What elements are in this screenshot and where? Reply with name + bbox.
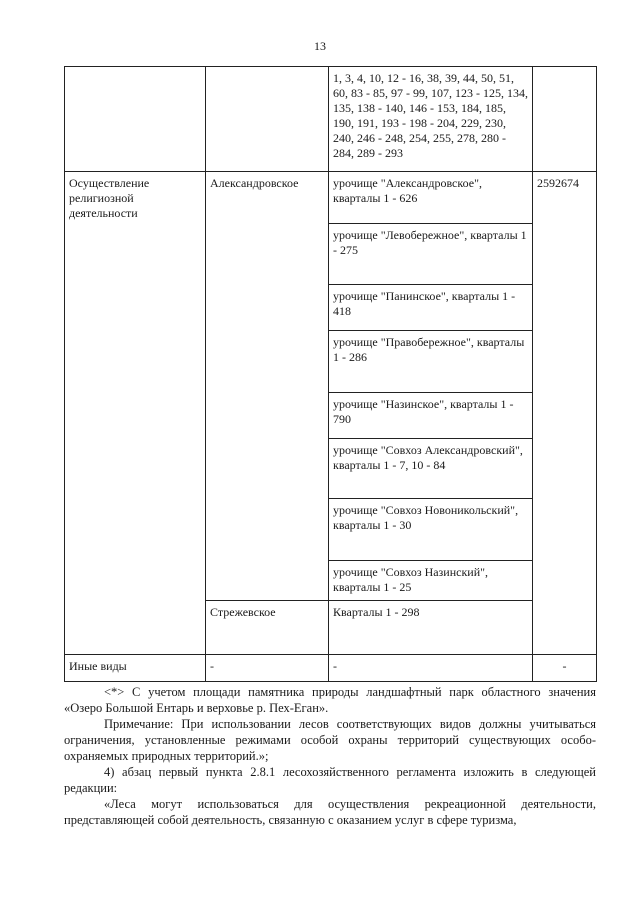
area-cell: урочище "Панинское", кварталы 1 - 418: [329, 285, 533, 331]
area-cell: урочище "Левобережное", кварталы 1 - 275: [329, 224, 533, 285]
area-cell: -: [329, 655, 533, 682]
total-area-cell: -: [533, 655, 597, 682]
area-cell: урочище "Совхоз Назинский", кварталы 1 - 25: [329, 561, 533, 601]
table-row: [65, 67, 597, 172]
forest-use-table: [64, 66, 597, 682]
table-cell: [65, 67, 206, 172]
quote-paragraph: «Леса могут использоваться для осуществления рекреационной деятельности, представляющей собой деятельность, связанную с оказанием услуг в сфере туризма,: [64, 797, 596, 827]
amendment-paragraph: 4) абзац первый пункта 2.8.1 лесохозяйственного регламента изложить в следующей редакции:: [64, 765, 596, 795]
total-area-cell: 2592674: [533, 172, 597, 655]
area-cell: урочище "Совхоз Александровский", кварталы 1 - 7, 10 - 84: [329, 439, 533, 499]
table-cell-areas: 1, 3, 4, 10, 12 - 16, 38, 39, 44, 50, 51, 60, 83 - 85, 97 - 99, 107, 123 - 125, 134, 135, 138 - 140, 146 - 153, 184, 185, 190, 191, 193 - 198 - 204, 229, 230, 240, 246 - 248, 254, 255, 278, 280 - 284, 289 - 293: [329, 67, 533, 172]
table-cell: [533, 67, 597, 172]
activity-cell: Осуществление религиозной деятельности: [65, 172, 206, 655]
area-cell: урочище "Александровское", кварталы 1 - 626: [329, 172, 533, 224]
table-row: [65, 655, 597, 682]
forestry-cell: Стрежевское: [206, 601, 329, 655]
area-cell: Кварталы 1 - 298: [329, 601, 533, 655]
area-cell: урочище "Совхоз Новоникольский", кварталы 1 - 30: [329, 499, 533, 561]
area-cell: урочище "Назинское", кварталы 1 - 790: [329, 393, 533, 439]
note-paragraph: Примечание: При использовании лесов соответствующих видов должны учитываться ограничения, установленные режимами особой охраны территорий существующих особо-охраняемых природных территорий.»;: [64, 717, 596, 763]
notes-text: [64, 684, 596, 828]
forestry-cell: Александровское: [206, 172, 329, 601]
forestry-cell: -: [206, 655, 329, 682]
area-cell: урочище "Правобережное", кварталы 1 - 286: [329, 331, 533, 393]
footnote-paragraph: <*> С учетом площади памятника природы ландшафтный парк областного значения «Озеро Большой Ентарь и верховье р. Пех-Еган».: [64, 685, 596, 715]
table-row: [65, 172, 597, 224]
table-cell: [206, 67, 329, 172]
activity-cell: Иные виды: [65, 655, 206, 682]
page-number: 13: [314, 39, 326, 53]
